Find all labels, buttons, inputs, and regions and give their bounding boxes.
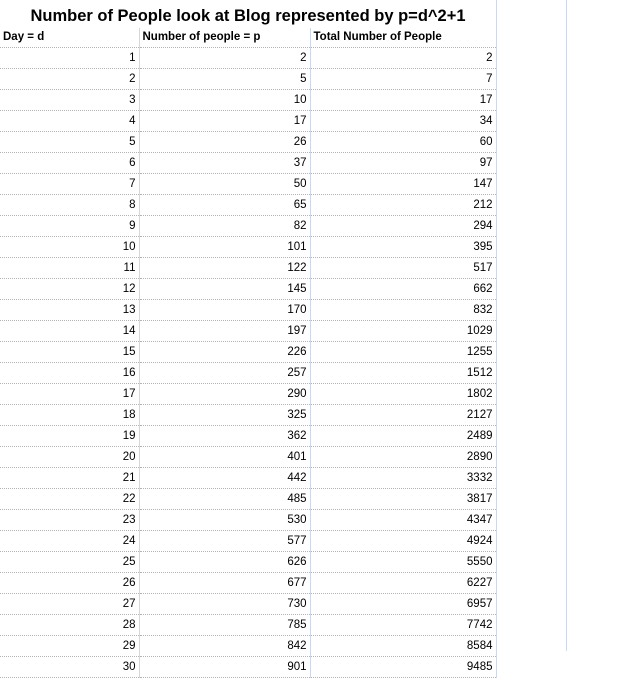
cell-people[interactable]: 50 (139, 174, 310, 195)
table-row (0, 447, 496, 468)
table-row (0, 573, 496, 594)
cell-day[interactable]: 23 (0, 510, 139, 531)
cell-people[interactable]: 145 (139, 279, 310, 300)
table-row (0, 321, 496, 342)
table-row (0, 48, 496, 69)
cell-day[interactable]: 21 (0, 468, 139, 489)
cell-total[interactable]: 6227 (310, 573, 496, 594)
cell-day[interactable]: 11 (0, 258, 139, 279)
cell-total[interactable]: 9485 (310, 657, 496, 678)
cell-people[interactable]: 82 (139, 216, 310, 237)
cell-day[interactable]: 6 (0, 153, 139, 174)
cell-people[interactable]: 290 (139, 384, 310, 405)
cell-day[interactable]: 8 (0, 195, 139, 216)
cell-total[interactable]: 7742 (310, 615, 496, 636)
table-row (0, 195, 496, 216)
cell-people[interactable]: 2 (139, 48, 310, 69)
cell-total[interactable]: 60 (310, 132, 496, 153)
table-row (0, 342, 496, 363)
cell-total[interactable]: 8584 (310, 636, 496, 657)
cell-people[interactable]: 37 (139, 153, 310, 174)
cell-people[interactable]: 842 (139, 636, 310, 657)
cell-people[interactable]: 17 (139, 111, 310, 132)
cell-total[interactable]: 17 (310, 90, 496, 111)
table-row (0, 363, 496, 384)
cell-total[interactable]: 1029 (310, 321, 496, 342)
cell-day[interactable]: 30 (0, 657, 139, 678)
cell-total[interactable]: 5550 (310, 552, 496, 573)
cell-people[interactable]: 785 (139, 615, 310, 636)
table-row (0, 279, 496, 300)
cell-people[interactable]: 577 (139, 531, 310, 552)
table-row (0, 552, 496, 573)
cell-day[interactable]: 29 (0, 636, 139, 657)
cell-day[interactable]: 3 (0, 90, 139, 111)
table-row (0, 153, 496, 174)
table-row (0, 258, 496, 279)
table-row (0, 510, 496, 531)
cell-people[interactable]: 65 (139, 195, 310, 216)
cell-people[interactable]: 122 (139, 258, 310, 279)
header-people[interactable]: Number of people = p (139, 28, 310, 48)
cell-total[interactable]: 517 (310, 258, 496, 279)
cell-day[interactable]: 4 (0, 111, 139, 132)
cell-day[interactable]: 17 (0, 384, 139, 405)
cell-total[interactable]: 395 (310, 237, 496, 258)
cell-total[interactable]: 1255 (310, 342, 496, 363)
cell-people[interactable]: 901 (139, 657, 310, 678)
cell-day[interactable]: 9 (0, 216, 139, 237)
cell-day[interactable]: 22 (0, 489, 139, 510)
cell-total[interactable]: 4924 (310, 531, 496, 552)
cell-day[interactable]: 26 (0, 573, 139, 594)
cell-people[interactable]: 257 (139, 363, 310, 384)
cell-total[interactable]: 1802 (310, 384, 496, 405)
cell-people[interactable]: 730 (139, 594, 310, 615)
table-row (0, 174, 496, 195)
cell-people[interactable]: 101 (139, 237, 310, 258)
cell-day[interactable]: 18 (0, 405, 139, 426)
cell-people[interactable]: 442 (139, 468, 310, 489)
cell-total[interactable]: 2 (310, 48, 496, 69)
table-row (0, 657, 496, 678)
cell-people[interactable]: 362 (139, 426, 310, 447)
cell-people[interactable]: 170 (139, 300, 310, 321)
cell-total[interactable]: 2127 (310, 405, 496, 426)
sheet-title[interactable]: Number of People look at Blog represented by p=d^2+1 (30, 7, 466, 25)
header-day[interactable]: Day = d (0, 28, 139, 48)
cell-people[interactable]: 626 (139, 552, 310, 573)
column-gridline (566, 0, 567, 651)
cell-total[interactable]: 212 (310, 195, 496, 216)
cell-people[interactable]: 401 (139, 447, 310, 468)
cell-people[interactable]: 485 (139, 489, 310, 510)
table-row (0, 300, 496, 321)
cell-total[interactable]: 1512 (310, 363, 496, 384)
table-row (0, 489, 496, 510)
cell-total[interactable]: 97 (310, 153, 496, 174)
cell-day[interactable]: 28 (0, 615, 139, 636)
cell-day[interactable]: 27 (0, 594, 139, 615)
cell-day[interactable]: 2 (0, 69, 139, 90)
cell-people[interactable]: 197 (139, 321, 310, 342)
cell-total[interactable]: 3332 (310, 468, 496, 489)
cell-total[interactable]: 4347 (310, 510, 496, 531)
table-row (0, 384, 496, 405)
cell-day[interactable]: 20 (0, 447, 139, 468)
cell-day[interactable]: 19 (0, 426, 139, 447)
cell-total[interactable]: 7 (310, 69, 496, 90)
cell-day[interactable]: 12 (0, 279, 139, 300)
table-row (0, 111, 496, 132)
cell-total[interactable]: 832 (310, 300, 496, 321)
cell-total[interactable]: 34 (310, 111, 496, 132)
cell-total[interactable]: 3817 (310, 489, 496, 510)
cell-day[interactable]: 10 (0, 237, 139, 258)
cell-day[interactable]: 13 (0, 300, 139, 321)
cell-day[interactable]: 5 (0, 132, 139, 153)
table-row (0, 90, 496, 111)
cell-total[interactable]: 6957 (310, 594, 496, 615)
cell-day[interactable]: 24 (0, 531, 139, 552)
table-row (0, 405, 496, 426)
cell-day[interactable]: 16 (0, 363, 139, 384)
cell-total[interactable]: 662 (310, 279, 496, 300)
data-table (0, 28, 497, 678)
cell-people[interactable]: 10 (139, 90, 310, 111)
cell-day[interactable]: 15 (0, 342, 139, 363)
table-row (0, 468, 496, 489)
cell-day[interactable]: 25 (0, 552, 139, 573)
table-row (0, 216, 496, 237)
cell-people[interactable]: 677 (139, 573, 310, 594)
cell-people[interactable]: 530 (139, 510, 310, 531)
table-row (0, 426, 496, 447)
table-row (0, 636, 496, 657)
table-row (0, 69, 496, 90)
cell-total[interactable]: 2890 (310, 447, 496, 468)
cell-total[interactable]: 147 (310, 174, 496, 195)
cell-people[interactable]: 325 (139, 405, 310, 426)
table-row (0, 594, 496, 615)
cell-total[interactable]: 294 (310, 216, 496, 237)
header-row (0, 28, 496, 48)
table-row (0, 132, 496, 153)
cell-total[interactable]: 2489 (310, 426, 496, 447)
cell-people[interactable]: 5 (139, 69, 310, 90)
table-row (0, 615, 496, 636)
cell-day[interactable]: 14 (0, 321, 139, 342)
cell-day[interactable]: 1 (0, 48, 139, 69)
cell-day[interactable]: 7 (0, 174, 139, 195)
table-row (0, 531, 496, 552)
cell-people[interactable]: 26 (139, 132, 310, 153)
table-row (0, 237, 496, 258)
header-total[interactable]: Total Number of People (310, 28, 496, 48)
cell-people[interactable]: 226 (139, 342, 310, 363)
